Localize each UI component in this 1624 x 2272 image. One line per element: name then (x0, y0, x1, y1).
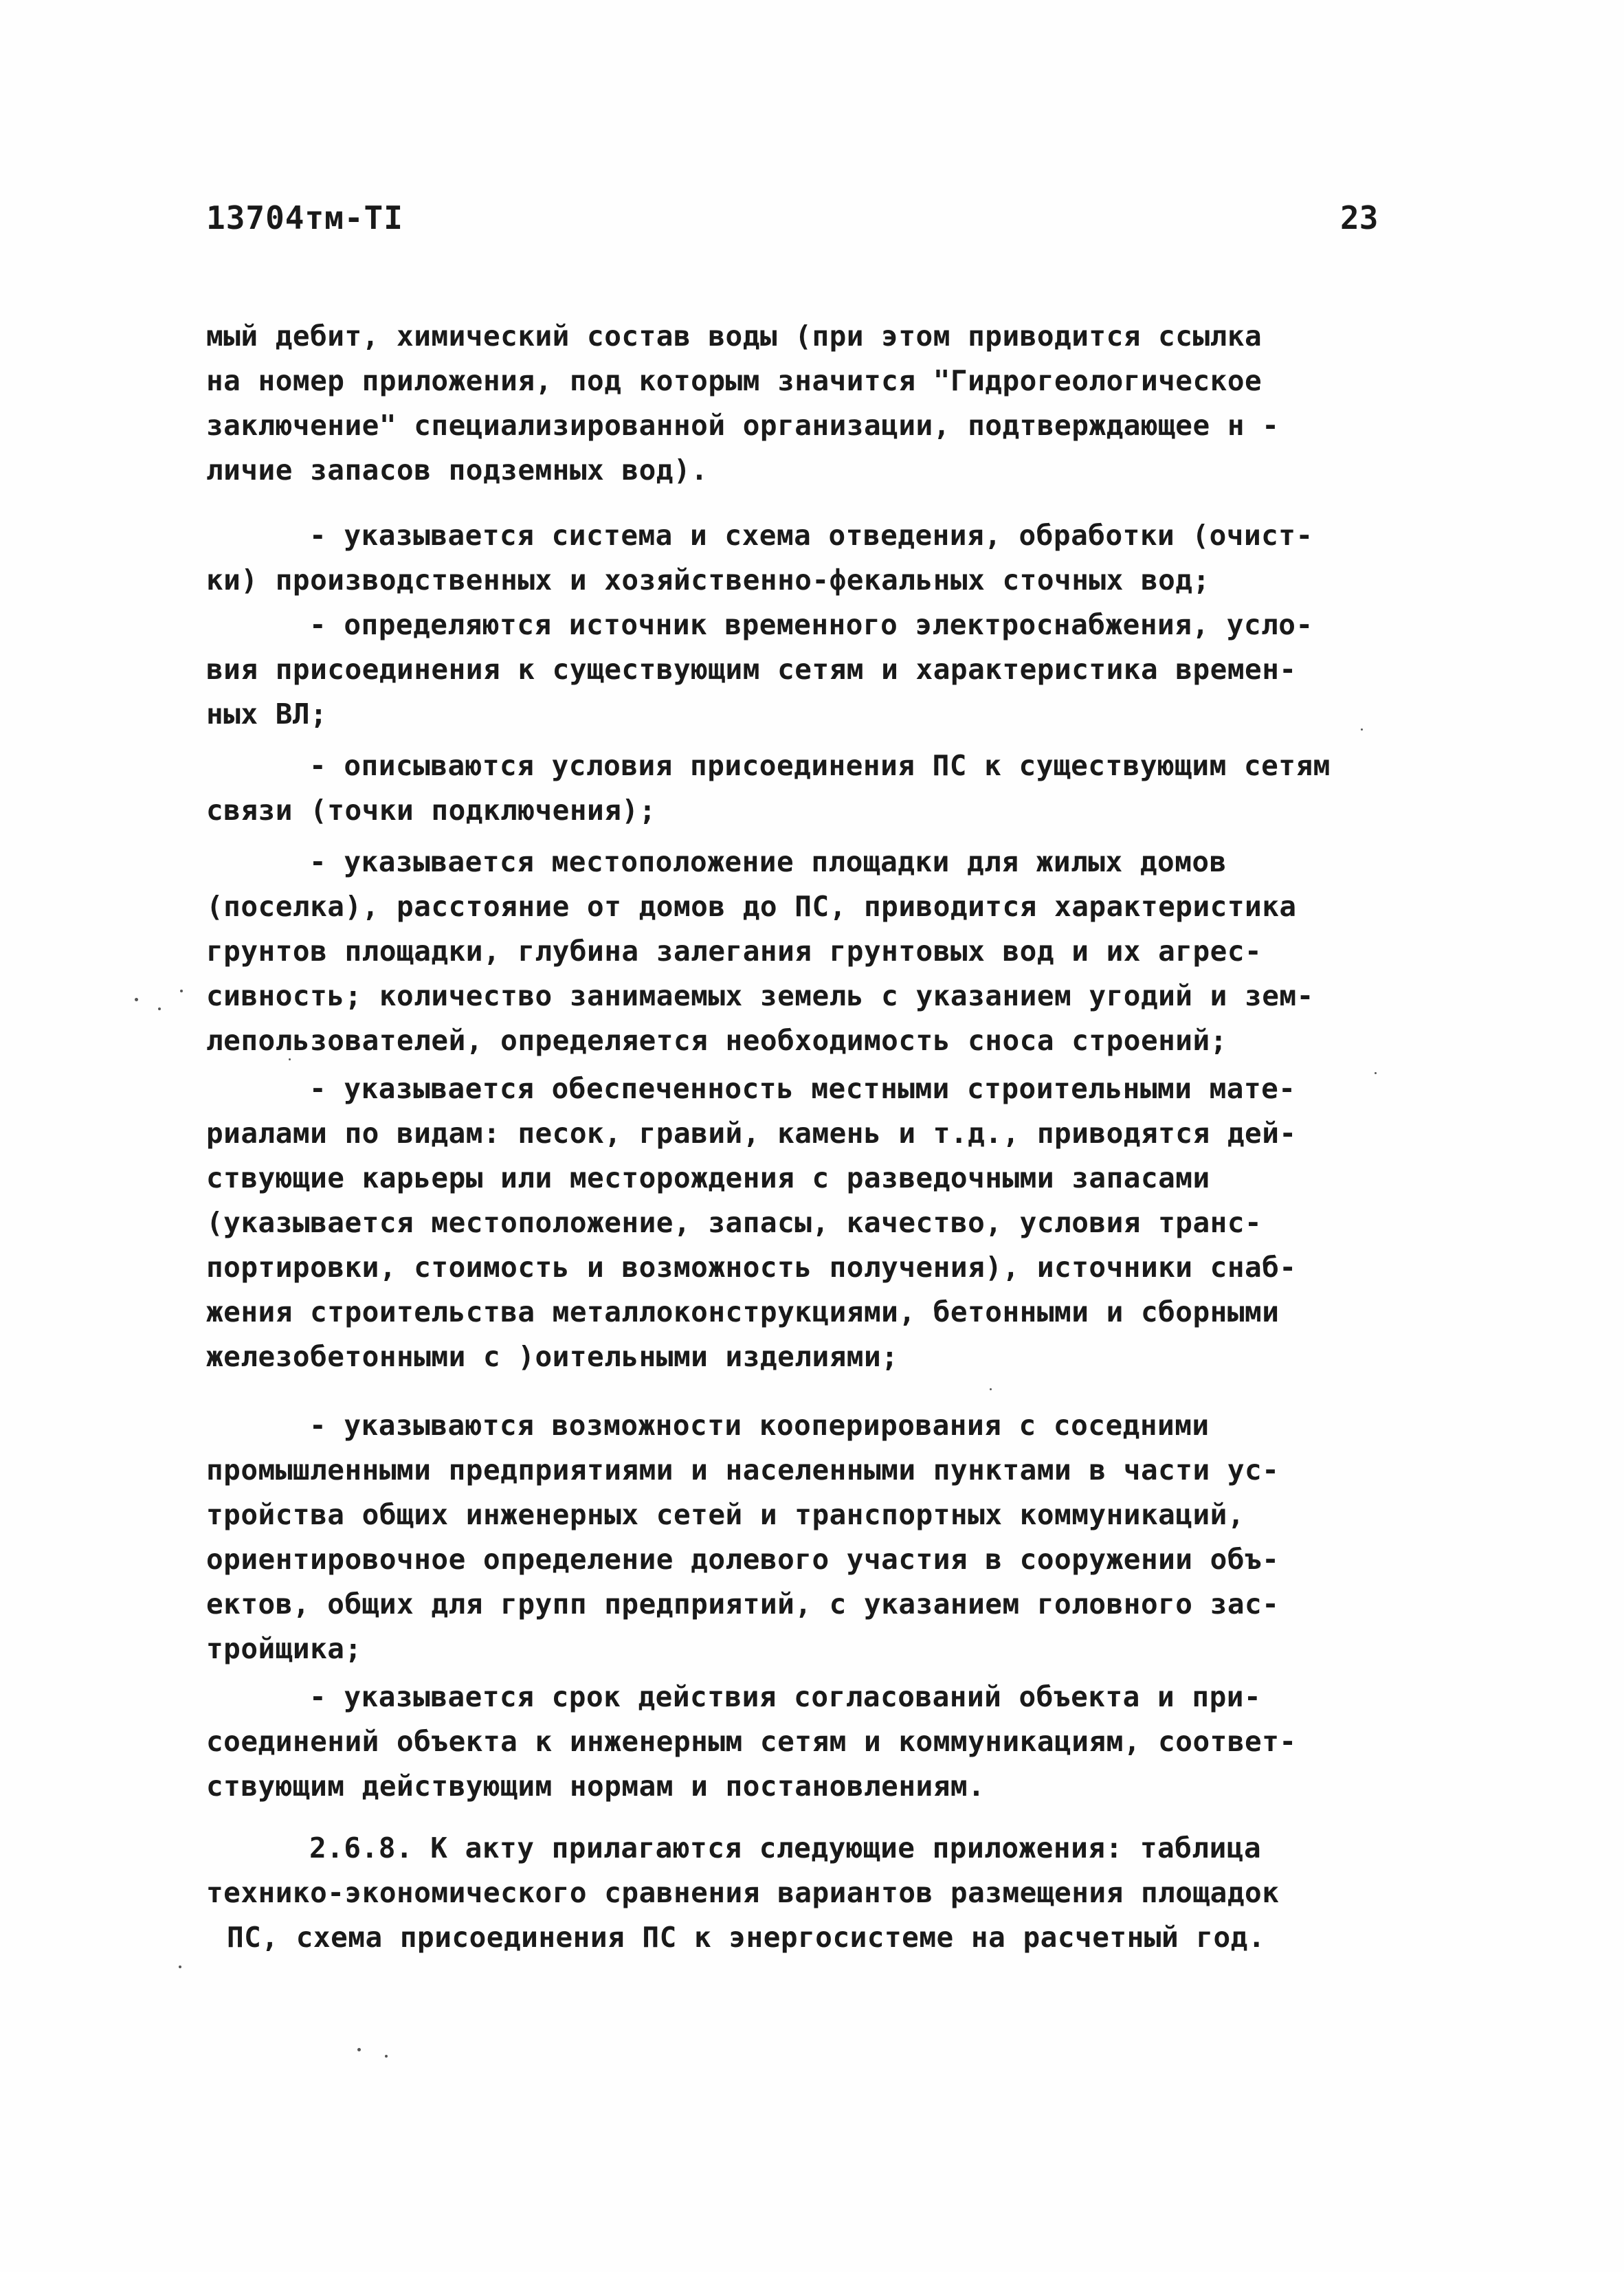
text-line: - указываются возможности кооперирования с соседними (309, 1409, 1210, 1442)
text-line: портировки, стоимость и возможность получения), источники снаб- (206, 1251, 1297, 1284)
text-line: ных ВЛ; (206, 698, 328, 731)
text-line: личие запасов подземных вод). (206, 454, 709, 487)
scan-speck (1375, 1072, 1377, 1074)
text-line: 2.6.8. К акту прилагаются следующие приложения: таблица (309, 1831, 1262, 1864)
text-line: - указывается местоположение площадки для жилых домов (309, 845, 1227, 878)
text-line: (поселка), расстояние от домов до ПС, приводится характеристика (206, 890, 1297, 923)
text-line: - указывается срок действия согласований объекта и при- (309, 1680, 1262, 1713)
text-line: жения строительства металлоконструкциями, бетонными и сборными (206, 1295, 1280, 1328)
page-number: 23 (1340, 199, 1379, 236)
text-line: сивность; количество занимаемых земель с указанием угодий и зем- (206, 979, 1314, 1012)
scan-speck (1361, 728, 1363, 731)
scan-speck (135, 998, 138, 1001)
document-code: 13704тм-TI (206, 199, 403, 236)
scan-speck (357, 2048, 361, 2051)
text-line: - указывается система и схема отведения, обработки (очист- (309, 519, 1313, 552)
text-line: ки) производственных и хозяйственно-фекальных сточных вод; (206, 564, 1210, 597)
scan-speck (990, 1388, 992, 1390)
text-line: - определяются источник временного электроснабжения, усло- (309, 608, 1313, 641)
text-line: заключение" специализированной организации, подтверждающее н - (206, 409, 1280, 442)
scan-speck (180, 990, 183, 992)
scan-speck (289, 1058, 291, 1060)
text-line: на номер приложения, под которым значится "Гидрогеологическое (206, 364, 1263, 397)
text-line: ПС, схема присоединения ПС к энергосистеме на расчетный год. (227, 1921, 1266, 1954)
text-line: тройщика; (206, 1632, 362, 1665)
scan-speck (385, 2055, 388, 2058)
text-line: связи (точки подключения); (206, 794, 656, 827)
text-line: ствующие карьеры или месторождения с разведочными запасами (206, 1161, 1210, 1194)
text-line: соединений объекта к инженерным сетям и коммуникациям, соответ- (206, 1725, 1297, 1758)
scan-speck (179, 1965, 181, 1968)
text-line: вия присоединения к существующим сетям и характеристика времен- (206, 653, 1297, 686)
text-line: - описываются условия присоединения ПС к существующим сетям (309, 749, 1331, 782)
text-line: промышленными предприятиями и населенными пунктами в части ус- (206, 1454, 1280, 1486)
text-line: лепользователей, определяется необходимость сноса строений; (206, 1024, 1227, 1057)
text-line: технико-экономического сравнения вариантов размещения площадок (206, 1876, 1280, 1909)
text-line: тройства общих инженерных сетей и транспортных коммуникаций, (206, 1498, 1245, 1531)
text-line: железобетонными с )оительными изделиями; (206, 1340, 899, 1373)
text-line: риалами по видам: песок, гравий, камень и т.д., приводятся дей- (206, 1117, 1297, 1150)
text-line: - указывается обеспеченность местными строительными мате- (309, 1072, 1296, 1105)
text-line: мый дебит, химический состав воды (при этом приводится ссылка (206, 320, 1263, 353)
text-line: ектов, общих для групп предприятий, с указанием головного зас- (206, 1588, 1280, 1621)
text-line: ствующим действующим нормам и постановлениям. (206, 1770, 986, 1803)
text-line: (указывается местоположение, запасы, качество, условия транс- (206, 1206, 1263, 1239)
scan-speck (158, 1007, 161, 1010)
text-line: ориентировочное определение долевого участия в сооружении объ- (206, 1543, 1280, 1576)
text-line: грунтов площадки, глубина залегания грунтовых вод и их агрес- (206, 935, 1263, 968)
